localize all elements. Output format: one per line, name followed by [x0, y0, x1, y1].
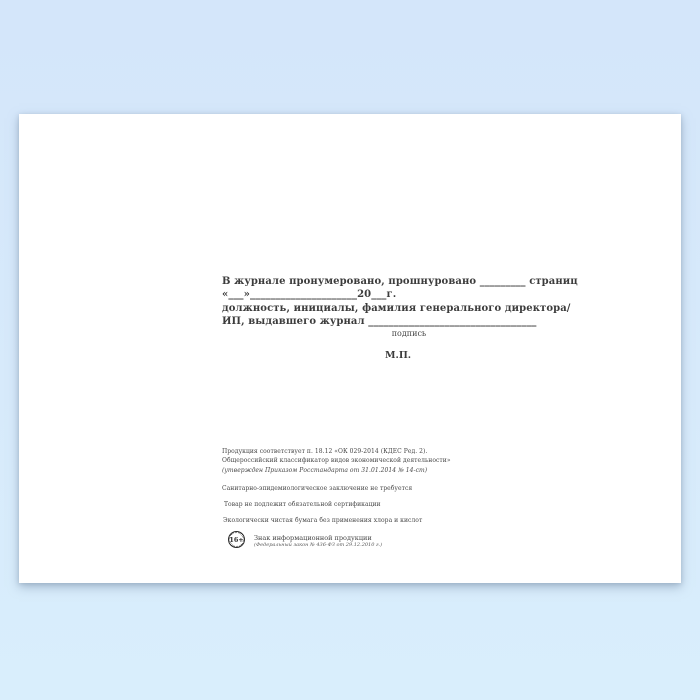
age-rating-row — [228, 531, 382, 549]
stamp-place-label: М.П. — [385, 350, 412, 361]
issued-line: ИП, выдавшего журнал _________________________________ — [222, 316, 537, 328]
sanitary-note: Санитарно-эпидемиологическое заключение не требуется — [222, 485, 413, 492]
numbering-line: В журнале пронумеровано, прошнуровано _________ страниц — [222, 276, 578, 287]
journal-back-page — [19, 114, 681, 583]
certification-note: Товар не подлежит обязательной сертификации — [224, 501, 381, 508]
federal-law-reference: (Федеральный закон № 436-ФЗ от 29.12.2010 г.) — [254, 542, 383, 548]
compliance-line-2: Общероссийский классификатор видов экономической деятельности» — [222, 457, 451, 465]
product-compliance-note — [222, 447, 451, 475]
info-product-sign-label: Знак информационной продукции — [254, 534, 372, 542]
position-line: должность, инициалы, фамилия генерального директора/ — [222, 302, 571, 314]
signature-caption: подпись — [391, 329, 427, 338]
age-rating-16plus-text: 16+ — [230, 533, 243, 546]
compliance-line-3: (утвержден Приказом Росстандарта от 31.01.2014 № 14-ст) — [222, 466, 428, 474]
age-rating-caption — [254, 534, 382, 549]
date-line: «___»_____________________20___г. — [222, 289, 397, 301]
age-rating-16plus-icon — [228, 531, 245, 548]
signature-block — [222, 275, 578, 329]
eco-paper-note: Экологически чистая бумага без применения хлора и кислот — [223, 517, 423, 524]
compliance-line-1: Продукция соответствует п. 18.12 «ОК 029-2014 (КДЕС Ред. 2). — [222, 448, 428, 455]
